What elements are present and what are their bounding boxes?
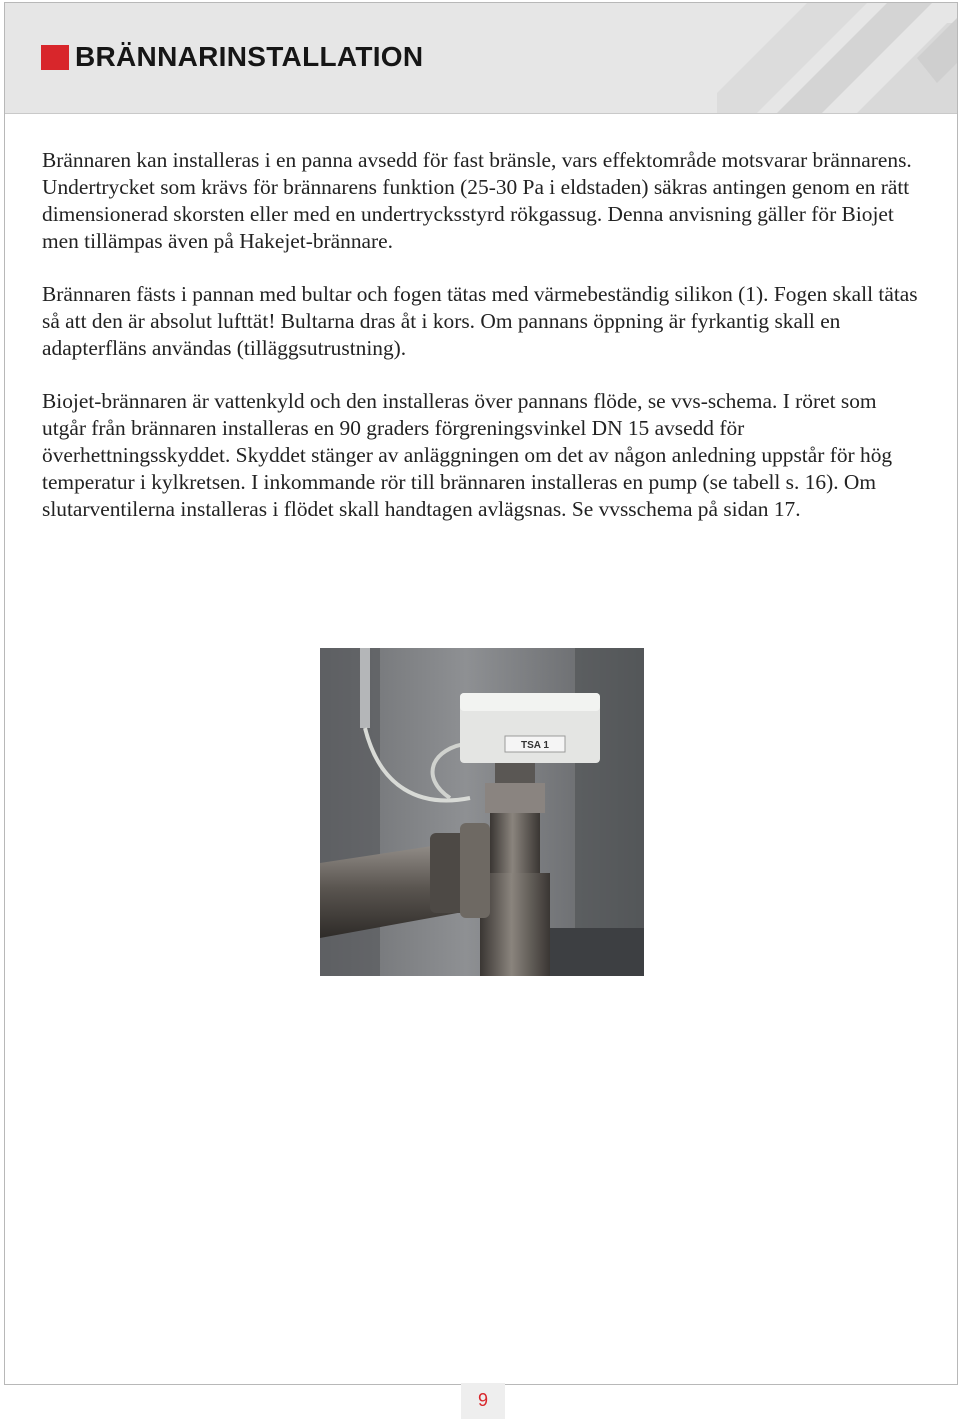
valve-installation-photo — [320, 648, 644, 976]
page-number: 9 — [461, 1383, 505, 1419]
diagonal-stripes-decoration — [717, 3, 957, 113]
body-text — [42, 147, 922, 549]
paragraph-cooling: Biojet-brännaren är vattenkyld och den installeras över pannans flöde, se vvs-schema. I röret som utgår från brännaren installeras en 90 graders förgreningsvinkel DN 15 avsedd för överhettningsskyddet. Skyddet stänger av anläggningen om det av någon anledning uppstår för hög temperatur i kylkretsen. I inkommande rör till brännaren installeras en pump (se tabell s. 16). Om slutarventilerna installeras i flödet skall handtagen avlägsnas. Se vvsschema på sidan 17. — [42, 389, 893, 521]
page — [4, 2, 958, 1385]
paragraph-intro: Brännaren kan installeras i en panna avsedd för fast bränsle, vars effektområde motsvarar brännarens. Undertrycket som krävs för brännarens funktion (25-30 Pa i eldstaden) säkras antingen genom en rätt dimensionerad skorsten eller med en undertrycksstyrd rökgassug. Denna anvisning gäller för Biojet men tillämpas även på Hakejet-brännare. — [42, 148, 912, 253]
page-title: BRÄNNARINSTALLATION — [75, 41, 424, 72]
device-label: TSA 1 — [521, 740, 549, 751]
paragraph-mounting: Brännaren fästs i pannan med bultar och fogen tätas med värmebeständig silikon (1). Fogen skall tätas så att den är absolut lufttät! Bultarna dras åt i kors. Om pannans öppning är fyrkantig skall en adapterfläns användas (tilläggsutrustning). — [42, 282, 918, 360]
header-band — [5, 3, 957, 114]
red-square-marker — [41, 45, 69, 70]
